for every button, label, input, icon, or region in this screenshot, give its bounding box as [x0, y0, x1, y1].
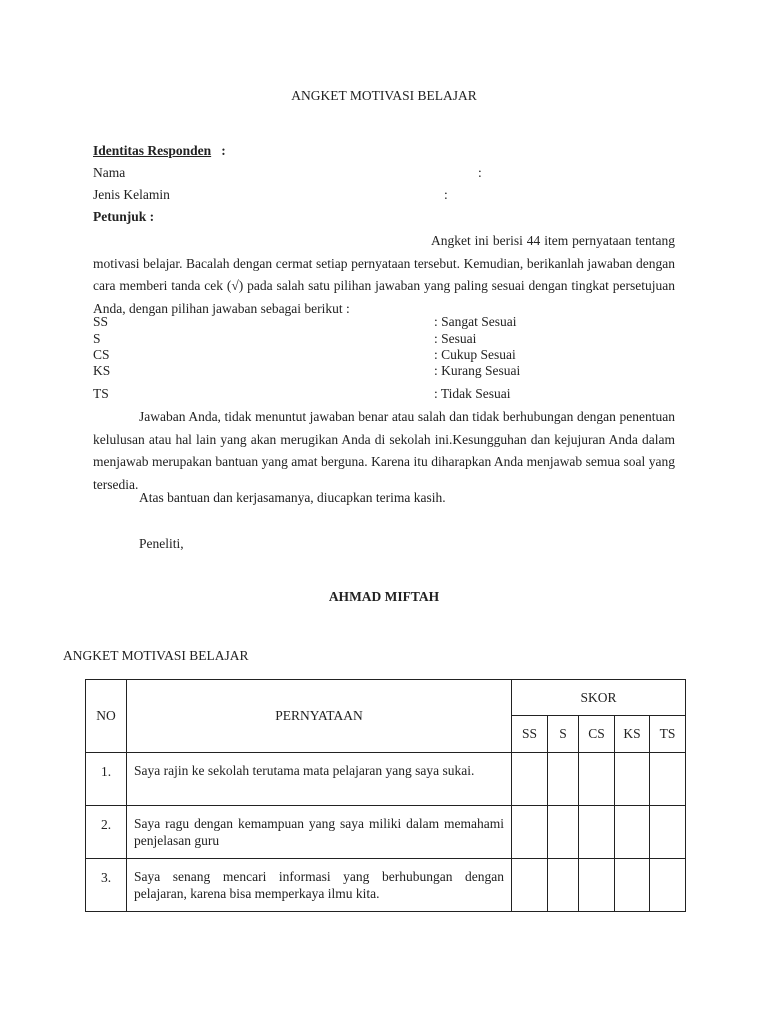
- answer-cell-ts[interactable]: [650, 753, 686, 806]
- option-desc: : Tidak Sesuai: [434, 386, 511, 401]
- field-nama-colon: :: [478, 165, 482, 180]
- header-scale-s: S: [548, 716, 579, 753]
- answer-cell-cs[interactable]: [579, 806, 615, 859]
- option-code: SS: [93, 314, 109, 329]
- answer-cell-ss[interactable]: [512, 806, 548, 859]
- header-skor: SKOR: [512, 680, 686, 716]
- option-code: KS: [93, 363, 111, 378]
- option-desc: : Sangat Sesuai: [434, 314, 517, 329]
- page-title: ANGKET MOTIVASI BELAJAR: [291, 88, 477, 103]
- option-desc: : Sesuai: [434, 331, 477, 346]
- field-nama-label: Nama: [93, 165, 126, 180]
- closing-paragraph: [93, 406, 675, 496]
- header-scale-ts: TS: [650, 716, 686, 753]
- petunjuk-label: Petunjuk :: [93, 209, 155, 224]
- answer-cell-s[interactable]: [548, 806, 579, 859]
- row-statement: Saya ragu dengan kemampuan yang saya miliki dalam memahami penjelasan guru: [127, 806, 512, 859]
- questionnaire-table: [85, 679, 686, 912]
- answer-cell-ts[interactable]: [650, 806, 686, 859]
- table-caption: ANGKET MOTIVASI BELAJAR: [63, 648, 249, 663]
- field-jenis-kelamin-colon: :: [444, 187, 448, 202]
- answer-cell-cs[interactable]: [579, 859, 615, 912]
- header-scale-ss: SS: [512, 716, 548, 753]
- row-statement: Saya senang mencari informasi yang berhubungan dengan pelajaran, karena bisa memperkaya ilmu kita.: [127, 859, 512, 912]
- header-scale-ks: KS: [615, 716, 650, 753]
- table-row: [86, 859, 686, 912]
- answer-cell-ss[interactable]: [512, 753, 548, 806]
- header-scale-cs: CS: [579, 716, 615, 753]
- option-desc: : Cukup Sesuai: [434, 347, 516, 362]
- row-number: 1.: [86, 753, 127, 806]
- closing-text: Jawaban Anda, tidak menuntut jawaban benar atau salah dan tidak berhubungan dengan penentuan kelulusan atau hal lain yang akan merugikan Anda di sekolah ini.Kesungguhan dan kejujuran Anda dalam menjawab merupakan bantuan yang amat berguna. Karena itu diharapkan Anda menjawab semua soal yang tersedia.: [93, 409, 675, 492]
- row-number: 2.: [86, 806, 127, 859]
- answer-cell-ks[interactable]: [615, 806, 650, 859]
- row-number: 3.: [86, 859, 127, 912]
- answer-cell-s[interactable]: [548, 859, 579, 912]
- option-code: CS: [93, 347, 110, 362]
- identitas-colon: :: [221, 143, 226, 158]
- field-jenis-kelamin-label: Jenis Kelamin: [93, 187, 170, 202]
- option-desc: : Kurang Sesuai: [434, 363, 521, 378]
- answer-cell-ks[interactable]: [615, 859, 650, 912]
- identitas-label: Identitas Responden: [93, 143, 212, 158]
- thanks-text: Atas bantuan dan kerjasamanya, diucapkan terima kasih.: [139, 490, 446, 505]
- answer-cell-ts[interactable]: [650, 859, 686, 912]
- identitas-heading: [93, 143, 226, 159]
- answer-cell-ss[interactable]: [512, 859, 548, 912]
- table-row: [86, 806, 686, 859]
- header-pernyataan: PERNYATAAN: [127, 680, 512, 753]
- option-code: TS: [93, 386, 109, 401]
- petunjuk-paragraph: [93, 230, 675, 320]
- table-row: [86, 753, 686, 806]
- answer-cell-cs[interactable]: [579, 753, 615, 806]
- option-code: S: [93, 331, 101, 346]
- peneliti-label: Peneliti,: [139, 536, 184, 551]
- answer-cell-ks[interactable]: [615, 753, 650, 806]
- row-statement: Saya rajin ke sekolah terutama mata pelajaran yang saya sukai.: [127, 753, 512, 806]
- petunjuk-text: Angket ini berisi 44 item pernyataan tentang motivasi belajar. Bacalah dengan cermat setiap pernyataan tersebut. Kemudian, berikanlah jawaban dengan cara memberi tanda cek (√) pada salah satu pilihan jawaban yang paling sesuai dengan tingkat persetujuan Anda, dengan pilihan jawaban sebagai berikut :: [93, 233, 675, 316]
- header-no: NO: [86, 680, 127, 753]
- author-name: AHMAD MIFTAH: [328, 589, 440, 604]
- answer-cell-s[interactable]: [548, 753, 579, 806]
